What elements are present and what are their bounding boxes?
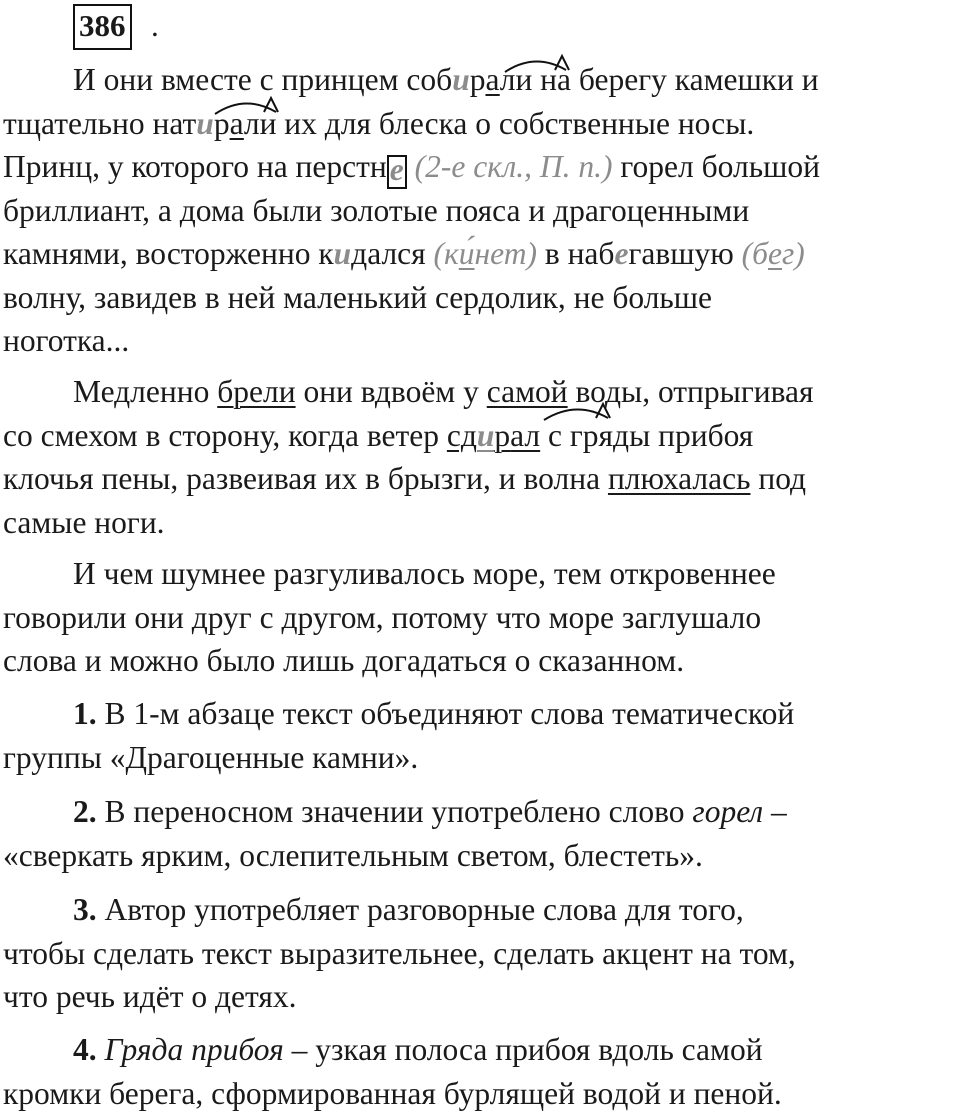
exercise-number-dot: . (151, 6, 159, 46)
vowel-highlight: и (477, 418, 495, 453)
grammar-note: (2-е скл., П. п.) (407, 149, 613, 184)
text-fragment: ли на берегу камешки и (500, 62, 819, 97)
italic-term: Гряда прибоя (97, 1032, 284, 1067)
text-line (3, 370, 958, 414)
answer-number: 4. (73, 1032, 97, 1067)
text-line: чтобы сделать текст выразительнее, сделать акцент на том, (3, 932, 958, 976)
text-fragment: гавшую (628, 236, 741, 271)
underlined-word: плюхалась (608, 461, 751, 496)
text-fragment: клочья пены, развеивая их в брызги, и волна (3, 461, 608, 496)
paragraph-2 (3, 370, 958, 544)
text-line (3, 145, 958, 189)
text-line: волну, завидев в ней маленький сердолик, не больше (3, 276, 958, 320)
underlined-word: самой (487, 374, 568, 409)
text-fragment: камнями, восторженно к (3, 236, 334, 271)
text-fragment: – узкая полоса прибоя вдоль самой (284, 1032, 763, 1067)
underlined-word: сд (447, 418, 477, 453)
text-fragment: В переносном значении употреблено слово (97, 794, 693, 829)
text-line: «сверкать ярким, ослепительным светом, блестеть». (3, 834, 958, 878)
answer-1 (3, 692, 958, 779)
vowel-highlight: и (452, 62, 470, 97)
check-word: нет) (475, 236, 537, 271)
check-word-stressed-vowel: и́ (459, 236, 475, 271)
answer-number: 3. (73, 892, 97, 927)
text-fragment: в наб (537, 236, 615, 271)
answer-4 (3, 1028, 958, 1115)
text-line: И чем шумнее разгуливалось море, тем откровеннее (3, 552, 958, 596)
vowel-highlight: и (196, 106, 214, 141)
text-fragment: они вдвоём у (296, 374, 487, 409)
text-line: бриллиант, а дома были золотые пояса и драгоценными (3, 189, 958, 233)
italic-word: горел (692, 794, 763, 829)
text-fragment: тщательно нат (3, 106, 196, 141)
ending-box: е (387, 155, 407, 189)
text-line: говорили они друг с другом, потому что море заглушало (3, 596, 958, 640)
underlined-word: брели (217, 374, 295, 409)
answer-number: 2. (73, 794, 97, 829)
text-fragment: р (214, 106, 230, 141)
check-word: (б (742, 236, 768, 271)
text-fragment: под (750, 461, 806, 496)
check-word: (к (434, 236, 459, 271)
paragraph-1 (3, 58, 958, 363)
answer-2 (3, 790, 958, 877)
underlined-word: ал (510, 418, 540, 453)
vowel-highlight: и (334, 236, 352, 271)
check-word-stressed-vowel: е (768, 236, 782, 271)
text-fragment: Принц, у которого на перстн (3, 149, 387, 184)
text-line (3, 692, 958, 736)
text-line (3, 414, 958, 458)
text-line: что речь идёт о детях. (3, 975, 958, 1019)
text-fragment: с гряды прибоя (540, 418, 753, 453)
answer-number: 1. (73, 696, 97, 731)
underlined-letter: а (485, 62, 499, 97)
text-line: самые ноги. (3, 501, 958, 545)
text-line (3, 232, 958, 276)
text-line (3, 102, 958, 146)
text-line (3, 457, 958, 501)
text-fragment: И они вместе с принцем соб (73, 62, 452, 97)
text-fragment: Автор употребляет разговорные слова для того, (97, 892, 744, 927)
text-line (3, 1028, 958, 1072)
vowel-highlight: е (614, 236, 628, 271)
text-fragment: ли их для блеска о собственные носы. (244, 106, 754, 141)
text-fragment: Медленно (73, 374, 217, 409)
text-fragment: дался (351, 236, 433, 271)
exercise-number-box (73, 4, 132, 50)
answer-3 (3, 888, 958, 1019)
text-fragment: горел большой (613, 149, 820, 184)
text-line: слова и можно было лишь догадаться о сказанном. (3, 639, 958, 683)
underlined-letter: а (230, 106, 244, 141)
text-line (3, 58, 958, 102)
text-line: ноготка... (3, 319, 958, 363)
text-fragment: – (763, 794, 787, 829)
text-fragment: р (470, 62, 486, 97)
paragraph-3 (3, 552, 958, 683)
text-fragment: воды, отпрыгивая (568, 374, 814, 409)
exercise-number: 386 (79, 8, 126, 43)
check-word: г) (782, 236, 805, 271)
text-fragment: со смехом в сторону, когда ветер (3, 418, 447, 453)
text-line (3, 790, 958, 834)
underlined-word: р (494, 418, 510, 453)
text-line (3, 888, 958, 932)
text-line: кромки берега, сформированная бурлящей водой и пеной. (3, 1072, 958, 1115)
text-fragment: В 1-м абзаце текст объединяют слова тематической (97, 696, 795, 731)
text-line: группы «Драгоценные камни». (3, 736, 958, 780)
